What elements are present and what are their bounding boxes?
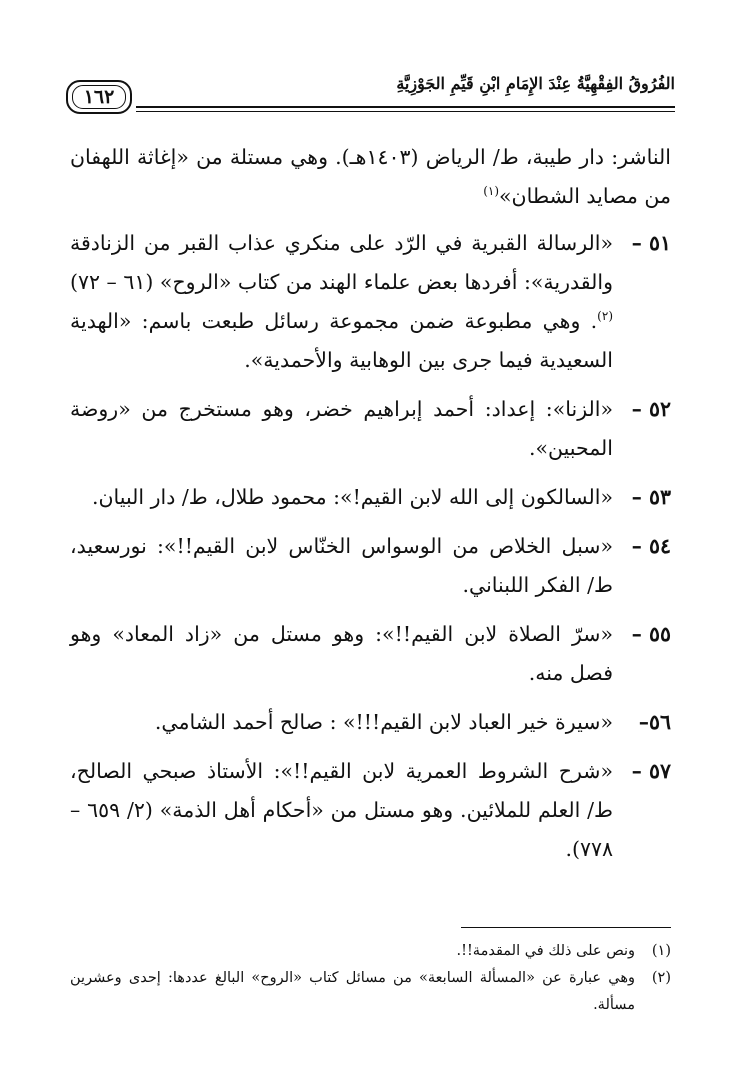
- page-number-text: ١٦٢: [83, 86, 115, 108]
- intro-paragraph: [70, 138, 671, 216]
- entry-text-part: «الرسالة القبرية في الرّد على منكري عذاب القبر من الزنادقة والقدرية»: أفردها بعض علماء الهند من كتاب «الروح» (٦١ – ٧٢): [70, 231, 613, 294]
- entry-text: «الزنا»: إعداد: أحمد إبراهيم خضر، وهو مستخرج من «روضة المحبين».: [70, 397, 613, 460]
- list-item: [70, 615, 671, 693]
- footnote-text: ونص على ذلك في المقدمة!!.: [456, 943, 635, 959]
- list-item: [70, 527, 671, 605]
- list-item: [70, 224, 671, 380]
- footnote-ref: (١): [483, 184, 500, 199]
- footnote-text: وهي عبارة عن «المسألة السابعة» من مسائل كتاب «الروح» البالغ عددها: إحدى وعشرين مسألة.: [70, 970, 635, 1013]
- entry-text: «سبل الخلاص من الوسواس الخنّاس لابن القيم!!»: نورسعيد، ط/ الفكر اللبناني.: [70, 534, 613, 597]
- list-item: [70, 703, 671, 742]
- list-item: [70, 390, 671, 468]
- page-number: [66, 80, 132, 114]
- entry-number: ٥٧ –: [631, 759, 671, 783]
- footnotes: [70, 938, 671, 1019]
- list-item: [70, 478, 671, 517]
- footnote-ref: (٢): [597, 309, 613, 324]
- entry-number: ٥٤ –: [631, 534, 671, 558]
- footnote-number: (١): [651, 943, 671, 959]
- header-rule-thin: [136, 111, 675, 112]
- entry-number: ٥٦–: [638, 710, 671, 734]
- entry-text: «شرح الشروط العمرية لابن القيم!!»: الأستاذ صبحي الصالح، ط/ العلم للملائين. وهو مستل من «أحكام أهل الذمة» (٢/ ٦٥٩ – ٧٧٨).: [70, 759, 613, 861]
- entry-number: ٥٢ –: [631, 397, 671, 421]
- entry-text: [70, 224, 613, 380]
- running-title: الفُرُوقُ الفِقْهِيَّةُ عِنْدَ الإِمَامِ ابْنِ قَيِّمِ الجَوْزِيَّةِ: [396, 74, 675, 93]
- entry-text: «سرّ الصلاة لابن القيم!!»: وهو مستل من «زاد المعاد» وهو فصل منه.: [70, 622, 613, 685]
- footnote: [70, 938, 671, 965]
- entry-number: ٥٣ –: [631, 485, 671, 509]
- entry-number: ٥٥ –: [631, 622, 671, 646]
- footnote: [70, 965, 671, 1019]
- page-header: [66, 66, 675, 128]
- intro-text: الناشر: دار طيبة، ط/ الرياض (١٤٠٣هـ). وهي مستلة من «إغاثة اللهفان من مصايد الشطان»: [70, 145, 671, 208]
- footnote-number: (٢): [651, 970, 671, 986]
- header-rule: [136, 106, 675, 108]
- entry-number: ٥١ –: [631, 231, 671, 255]
- footnote-separator: [461, 927, 671, 928]
- entry-text: «سيرة خير العباد لابن القيم!!!» : صالح أحمد الشامي.: [154, 710, 613, 734]
- entry-text: «السالكون إلى الله لابن القيم!»: محمود طلال، ط/ دار البيان.: [91, 485, 613, 509]
- main-text: [70, 138, 671, 879]
- entry-text-part: . وهي مطبوعة ضمن مجموعة رسائل طبعت باسم: «الهدية السعيدية فيما جرى بين الوهابية والأحمدية».: [70, 309, 613, 372]
- list-item: [70, 752, 671, 869]
